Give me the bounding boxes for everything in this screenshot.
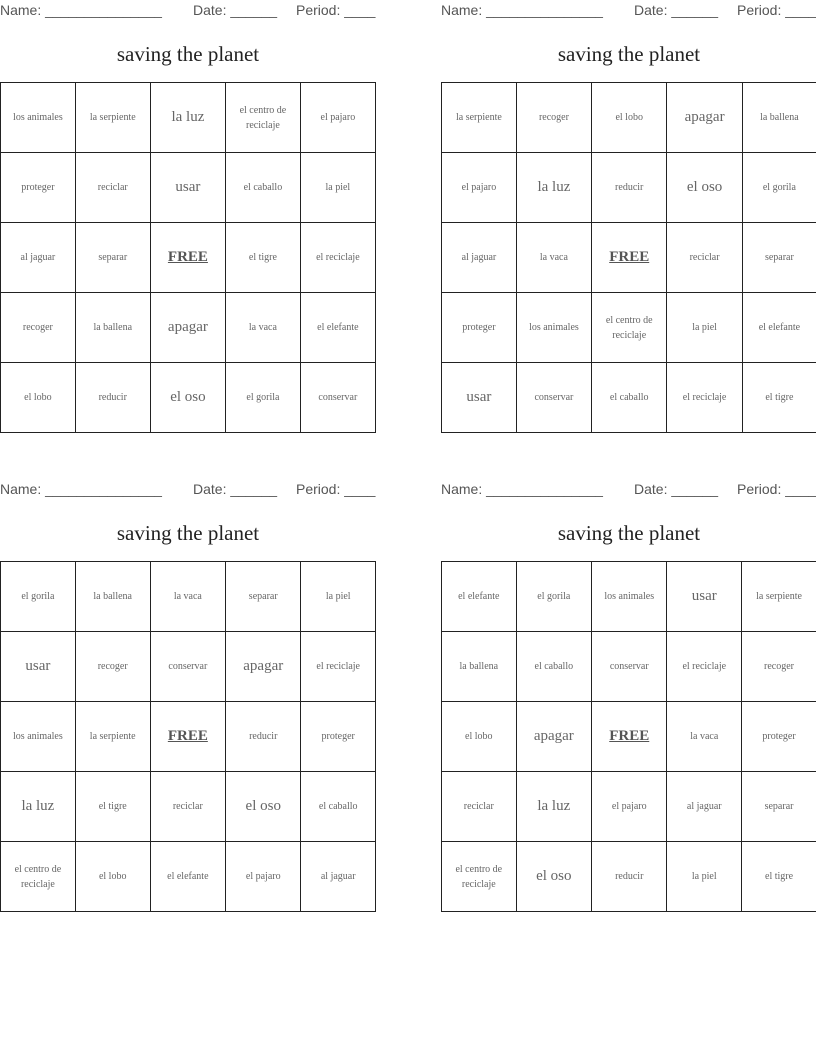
bingo-cell: conservar <box>300 363 375 433</box>
bingo-cell: proteger <box>301 702 376 772</box>
bingo-cell: el oso <box>226 772 301 842</box>
bingo-cell: la luz <box>150 83 225 153</box>
bingo-cell: separar <box>742 223 816 293</box>
grid-row <box>1 223 376 293</box>
grid-row <box>442 223 816 293</box>
name-field-label: Name: _______________ <box>0 481 162 497</box>
bingo-cell: apagar <box>226 632 301 702</box>
bingo-cell: separar <box>742 772 816 842</box>
bingo-cell: la serpiente <box>75 83 150 153</box>
grid-row <box>442 772 816 842</box>
period-field-label: Period: ____ <box>296 2 376 18</box>
grid-row <box>1 363 376 433</box>
bingo-cell: FREE <box>592 702 667 772</box>
grid-row <box>442 83 816 153</box>
bingo-cell: los animales <box>516 293 591 363</box>
bingo-cell: apagar <box>667 83 742 153</box>
bingo-cell: separar <box>226 562 301 632</box>
bingo-cell: el oso <box>150 363 225 433</box>
bingo-cell: reducir <box>226 702 301 772</box>
bingo-cell: el pajaro <box>442 153 517 223</box>
bingo-cell: el lobo <box>1 363 76 433</box>
bingo-cell: la vaca <box>226 293 301 363</box>
period-field-label: Period: ____ <box>737 481 816 497</box>
card-header <box>0 0 376 20</box>
grid-row <box>1 293 376 363</box>
bingo-cell: recoger <box>1 293 76 363</box>
bingo-cell: la vaca <box>516 223 591 293</box>
bingo-cell: usar <box>1 632 76 702</box>
name-field-label: Name: _______________ <box>0 2 162 18</box>
bingo-cell: apagar <box>516 702 591 772</box>
card-title: saving the planet <box>557 521 701 545</box>
bingo-grid <box>0 561 376 912</box>
bingo-cell: el pajaro <box>226 842 301 912</box>
bingo-cell: recoger <box>75 632 150 702</box>
grid-row <box>1 562 376 632</box>
bingo-grid <box>0 82 376 433</box>
period-field-label: Period: ____ <box>296 481 376 497</box>
bingo-cell: recoger <box>742 632 816 702</box>
date-field-label: Date: ______ <box>193 481 278 497</box>
bingo-cell: al jaguar <box>442 223 517 293</box>
bingo-cell: el tigre <box>226 223 301 293</box>
bingo-cell: usar <box>667 562 742 632</box>
bingo-cell: la piel <box>667 842 742 912</box>
bingo-cell: el centro de reciclaje <box>442 842 517 912</box>
bingo-cell: la piel <box>301 562 376 632</box>
bingo-cell: el lobo <box>75 842 150 912</box>
bingo-cell: el lobo <box>592 83 667 153</box>
bingo-cell: FREE <box>592 223 667 293</box>
bingo-cell: el gorila <box>516 562 591 632</box>
bingo-cell: la luz <box>516 153 591 223</box>
bingo-cell: FREE <box>150 223 225 293</box>
date-field-label: Date: ______ <box>193 2 278 18</box>
grid-row <box>442 293 816 363</box>
bingo-cell: el centro de reciclaje <box>226 83 301 153</box>
bingo-cell: la luz <box>516 772 591 842</box>
bingo-cell: proteger <box>742 702 816 772</box>
bingo-cell: el pajaro <box>300 83 375 153</box>
bingo-cell: la vaca <box>667 702 742 772</box>
period-field-label: Period: ____ <box>737 2 816 18</box>
bingo-cell: recoger <box>516 83 591 153</box>
grid-row <box>1 153 376 223</box>
bingo-cell: el elefante <box>150 842 225 912</box>
bingo-cell: el tigre <box>742 363 816 433</box>
bingo-cell: al jaguar <box>667 772 742 842</box>
date-field-label: Date: ______ <box>634 481 719 497</box>
card-title: saving the planet <box>116 521 260 545</box>
grid-row <box>442 632 816 702</box>
bingo-cell: la piel <box>300 153 375 223</box>
grid-row <box>442 363 816 433</box>
bingo-cell: usar <box>442 363 517 433</box>
bingo-cell: el elefante <box>442 562 517 632</box>
bingo-cell: al jaguar <box>301 842 376 912</box>
bingo-cell: reducir <box>592 842 667 912</box>
grid-row <box>442 702 816 772</box>
grid-row <box>1 702 376 772</box>
bingo-cell: el reciclaje <box>300 223 375 293</box>
bingo-grid <box>441 82 816 433</box>
bingo-cell: reducir <box>592 153 667 223</box>
bingo-cell: el tigre <box>75 772 150 842</box>
bingo-cell: al jaguar <box>1 223 76 293</box>
bingo-cell: el caballo <box>592 363 667 433</box>
bingo-cell: reciclar <box>667 223 742 293</box>
date-field-label: Date: ______ <box>634 2 719 18</box>
bingo-cell: el gorila <box>742 153 816 223</box>
bingo-cell: el caballo <box>516 632 591 702</box>
bingo-cell: el caballo <box>301 772 376 842</box>
bingo-cell: la ballena <box>442 632 517 702</box>
bingo-cell: los animales <box>1 702 76 772</box>
card-header <box>441 479 816 499</box>
bingo-grid <box>441 561 816 912</box>
grid-row <box>442 562 816 632</box>
bingo-cell: reciclar <box>75 153 150 223</box>
bingo-cell: usar <box>150 153 225 223</box>
bingo-cell: el oso <box>516 842 591 912</box>
bingo-cell: el tigre <box>742 842 816 912</box>
bingo-cell: la ballena <box>75 293 150 363</box>
bingo-cell: reciclar <box>442 772 517 842</box>
bingo-cell: la vaca <box>150 562 225 632</box>
bingo-cell: el reciclaje <box>667 632 742 702</box>
bingo-cell: reciclar <box>150 772 225 842</box>
bingo-cell: el gorila <box>1 562 76 632</box>
bingo-cell: la serpiente <box>742 562 816 632</box>
bingo-cell: la luz <box>1 772 76 842</box>
bingo-cell: reducir <box>75 363 150 433</box>
bingo-cell: el lobo <box>442 702 517 772</box>
bingo-cell: conservar <box>150 632 225 702</box>
card-header <box>0 479 376 499</box>
bingo-cell: el centro de reciclaje <box>1 842 76 912</box>
grid-row <box>442 153 816 223</box>
bingo-cell: apagar <box>150 293 225 363</box>
name-field-label: Name: _______________ <box>441 481 603 497</box>
bingo-cell: proteger <box>442 293 517 363</box>
card-header <box>441 0 816 20</box>
bingo-cell: los animales <box>592 562 667 632</box>
bingo-cell: el elefante <box>742 293 816 363</box>
grid-row <box>1 772 376 842</box>
grid-row <box>442 842 816 912</box>
bingo-cell: proteger <box>1 153 76 223</box>
bingo-cell: el elefante <box>300 293 375 363</box>
bingo-cell: conservar <box>516 363 591 433</box>
grid-row <box>1 632 376 702</box>
bingo-cell: conservar <box>592 632 667 702</box>
bingo-cell: el pajaro <box>592 772 667 842</box>
bingo-cell: el centro de reciclaje <box>592 293 667 363</box>
bingo-cell: separar <box>75 223 150 293</box>
bingo-cell: la serpiente <box>442 83 517 153</box>
bingo-cell: el reciclaje <box>667 363 742 433</box>
bingo-cell: el caballo <box>226 153 301 223</box>
bingo-cell: el gorila <box>226 363 301 433</box>
card-title: saving the planet <box>116 42 260 66</box>
bingo-cell: el reciclaje <box>301 632 376 702</box>
card-title: saving the planet <box>557 42 701 66</box>
bingo-cell: la piel <box>667 293 742 363</box>
bingo-cell: la ballena <box>742 83 816 153</box>
grid-row <box>1 83 376 153</box>
bingo-cell: los animales <box>1 83 76 153</box>
bingo-cell: FREE <box>150 702 225 772</box>
grid-row <box>1 842 376 912</box>
name-field-label: Name: _______________ <box>441 2 603 18</box>
bingo-cell: la ballena <box>75 562 150 632</box>
bingo-cell: el oso <box>667 153 742 223</box>
bingo-cell: la serpiente <box>75 702 150 772</box>
